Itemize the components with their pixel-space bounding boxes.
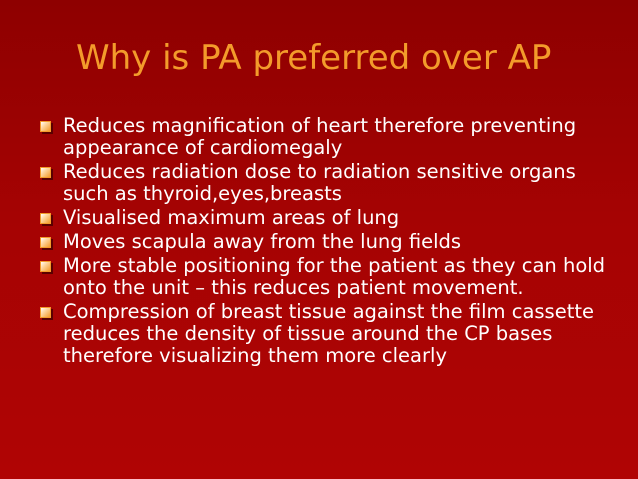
square-bullet-icon [40, 261, 51, 272]
bullet-item [36, 255, 626, 299]
bullet-item [36, 115, 626, 159]
square-bullet-icon [40, 213, 51, 224]
bullet-text: Visualised maximum areas of lung [63, 206, 400, 229]
bullet-text: Reduces radiation dose to radiation sensitive organs such as thyroid,eyes,breasts [63, 160, 576, 205]
bullet-item [36, 231, 626, 253]
bullet-item [36, 301, 626, 367]
bullet-list [36, 115, 626, 369]
bullet-text: Reduces magnification of heart therefore preventing appearance of cardiomegaly [63, 114, 577, 159]
square-bullet-icon [40, 237, 51, 248]
square-bullet-icon [40, 167, 51, 178]
bullet-item [36, 161, 626, 205]
bullet-text: Compression of breast tissue against the film cassette reduces the density of tissue around the CP bases therefore visualizing them more clearly [63, 300, 595, 367]
slide-title: Why is PA preferred over AP [76, 38, 552, 78]
bullet-text: More stable positioning for the patient as they can hold onto the unit – this reduces patient movement. [63, 254, 606, 299]
bullet-text: Moves scapula away from the lung fields [63, 230, 462, 253]
bullet-item [36, 207, 626, 229]
square-bullet-icon [40, 121, 51, 132]
square-bullet-icon [40, 307, 51, 318]
